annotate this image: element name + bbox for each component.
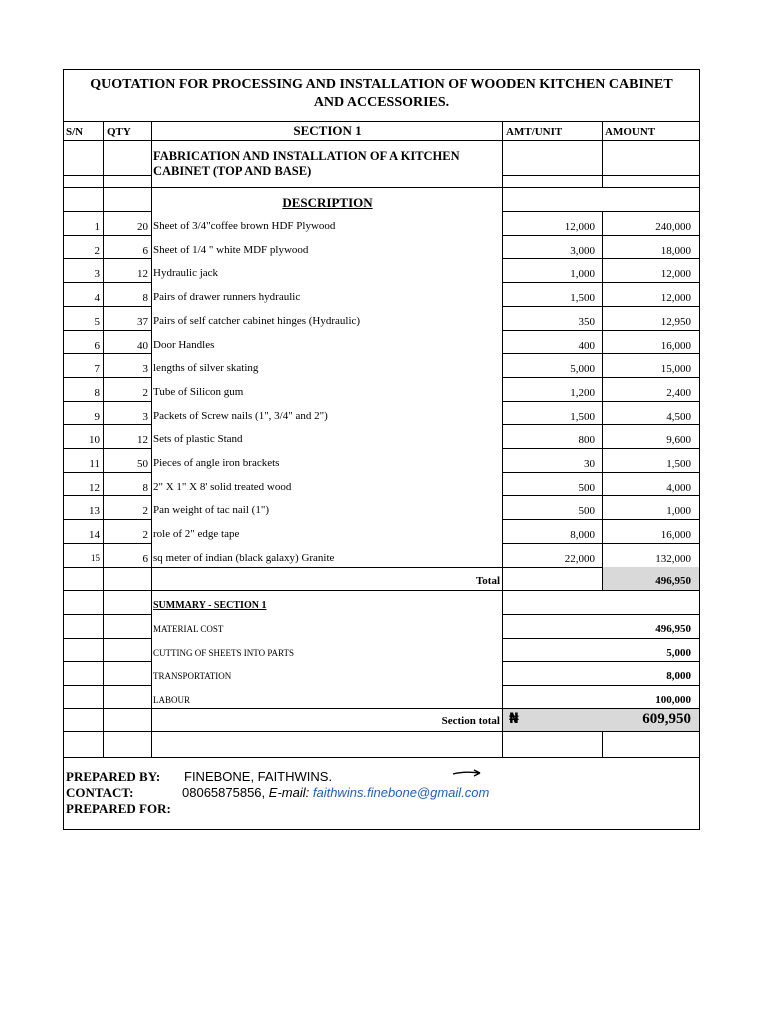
item-description: 2" X 1" X 8' solid treated wood: [153, 481, 292, 493]
item-row-line: [63, 543, 152, 544]
header-section: SECTION 1: [293, 123, 362, 138]
naira-symbol: ₦: [509, 711, 519, 727]
item-qty: 2: [142, 505, 148, 517]
summary-label: CUTTING OF SHEETS INTO PARTS: [153, 648, 294, 658]
item-amount: 18,000: [660, 245, 691, 257]
email-label: E-mail:: [268, 785, 310, 800]
item-unit-price: 30: [584, 458, 595, 470]
item-unit-price: 1,000: [570, 268, 595, 280]
item-unit-price: 22,000: [564, 553, 595, 565]
item-sn: 15: [91, 553, 100, 563]
summary-heading: SUMMARY - SECTION 1: [153, 600, 267, 611]
item-row-line: [63, 519, 152, 520]
item-qty: 12: [137, 268, 148, 280]
item-description: Hydraulic jack: [153, 267, 219, 279]
col-line-unit-a: [602, 121, 603, 187]
item-row-line: [63, 306, 152, 307]
item-row-line: [63, 472, 152, 473]
item-qty: 3: [142, 411, 148, 423]
item-unit-price: 500: [578, 505, 595, 517]
item-description: Pairs of drawer runners hydraulic: [153, 291, 301, 303]
subtitle-line-2: CABINET (TOP AND BASE): [153, 164, 312, 178]
contact-phone: 08065875856,: [182, 785, 266, 800]
header-bottom-line: [63, 140, 700, 141]
item-qty: 50: [137, 458, 148, 470]
col-line-unit-c: [602, 731, 603, 757]
item-description: Packets of Screw nails (1", 3/4" and 2"): [153, 410, 328, 422]
item-row-line: [63, 353, 152, 354]
col-line-unit-b: [602, 211, 603, 590]
item-qty: 2: [142, 529, 148, 541]
item-sn: 14: [89, 529, 100, 541]
item-description: Sets of plastic Stand: [153, 433, 243, 445]
item-amount: 9,600: [666, 434, 691, 446]
summary-row-line: [63, 685, 152, 686]
item-unit-price: 8,000: [570, 529, 595, 541]
item-amount: 1,500: [666, 458, 691, 470]
item-sn: 12: [89, 482, 100, 494]
header-amt-unit: AMT/UNIT: [506, 126, 563, 138]
item-sn: 11: [89, 458, 100, 470]
item-unit-price: 350: [578, 316, 595, 328]
item-description: Pieces of angle iron brackets: [153, 457, 280, 469]
summary-value: 100,000: [655, 694, 691, 706]
item-sn: 8: [94, 387, 100, 399]
item-amount: 132,000: [655, 553, 691, 565]
item-sn: 2: [94, 245, 100, 257]
title-line-2: AND ACCESSORIES.: [313, 95, 450, 110]
item-unit-price: 5,000: [570, 363, 595, 375]
border-right: [699, 69, 700, 830]
header-sn: S/N: [66, 126, 84, 138]
contact-label: CONTACT:: [66, 785, 134, 800]
summary-label: MATERIAL COST: [153, 624, 224, 634]
col-line-desc-a: [502, 121, 503, 187]
section-total-label: Section total: [441, 715, 500, 727]
item-sn: 1: [94, 221, 100, 233]
item-unit-price: 1,200: [570, 387, 595, 399]
prepared-by-value: FINEBONE, FAITHWINS.: [184, 769, 333, 784]
total-label: Total: [475, 575, 500, 587]
item-description: role of 2" edge tape: [153, 528, 240, 540]
subtitle-left-line: [63, 175, 152, 176]
item-row-line: [63, 258, 152, 259]
contact-line: [182, 786, 489, 799]
prepared-by-label: PREPARED BY:: [66, 769, 161, 784]
total-value: 496,950: [655, 575, 691, 587]
item-amount: 15,000: [660, 363, 691, 375]
header-top-line: [63, 121, 700, 122]
header-amount: AMOUNT: [605, 126, 656, 138]
item-description: Door Handles: [153, 339, 215, 351]
item-unit-price: 12,000: [564, 221, 595, 233]
col-line-qty: [151, 121, 152, 757]
item-qty: 3: [142, 363, 148, 375]
summary-right-line: [503, 614, 700, 615]
section-total-value: 609,950: [642, 711, 691, 727]
item-description: Tube of Silicon gum: [153, 386, 244, 398]
item-row-line: [63, 235, 152, 236]
col-line-desc-b: [502, 187, 503, 757]
summary-value: 8,000: [666, 670, 691, 682]
item-amount: 240,000: [655, 221, 691, 233]
border-bottom: [63, 829, 700, 830]
item-amount: 2,400: [666, 387, 691, 399]
border-left: [63, 69, 64, 830]
item-description: Pairs of self catcher cabinet hinges (Hydraulic): [153, 315, 361, 327]
email-link[interactable]: faithwins.finebone@gmail.com: [312, 785, 490, 800]
item-description: Pan weight of tac nail (1"): [153, 504, 269, 516]
item-row-line: [63, 495, 152, 496]
item-sn: 10: [89, 434, 100, 446]
item-unit-price: 400: [578, 340, 595, 352]
item-sn: 3: [94, 268, 100, 280]
item-amount: 4,500: [666, 411, 691, 423]
item-amount: 12,000: [660, 292, 691, 304]
item-amount: 16,000: [660, 529, 691, 541]
item-sn: 6: [94, 340, 100, 352]
item-row-line: [63, 448, 152, 449]
prepared-for-label: PREPARED FOR:: [66, 801, 171, 816]
item-qty: 40: [137, 340, 148, 352]
item-sn: 13: [89, 505, 100, 517]
item-amount: 12,000: [660, 268, 691, 280]
item-qty: 2: [142, 387, 148, 399]
item-unit-price: 1,500: [570, 411, 595, 423]
item-description: lengths of silver skating: [153, 362, 259, 374]
blank-row-bottom-line: [63, 757, 700, 758]
item-sn: 4: [94, 292, 100, 304]
summary-label: LABOUR: [153, 695, 191, 705]
item-row-line: [63, 401, 152, 402]
subtitle-line-1: FABRICATION AND INSTALLATION OF A KITCHEN: [153, 149, 460, 163]
item-description: Sheet of 1/4 " white MDF plywood: [153, 244, 309, 256]
desc-left-line: [63, 211, 152, 212]
border-top: [63, 69, 700, 70]
item-description: Sheet of 3/4"coffee brown HDF Plywood: [153, 220, 336, 232]
item-qty: 6: [142, 553, 148, 565]
title-line-1: QUOTATION FOR PROCESSING AND INSTALLATION OF WOODEN KITCHEN CABINET: [90, 77, 673, 92]
item-unit-price: 1,500: [570, 292, 595, 304]
item-unit-price: 800: [578, 434, 595, 446]
summary-left-line: [63, 614, 152, 615]
arrow-icon: [452, 766, 482, 783]
item-amount: 16,000: [660, 340, 691, 352]
total-bottom-line: [63, 590, 700, 591]
item-qty: 37: [137, 316, 148, 328]
item-amount: 1,000: [666, 505, 691, 517]
item-row-line: [63, 330, 152, 331]
header-qty: QTY: [107, 126, 131, 138]
item-unit-price: 500: [578, 482, 595, 494]
summary-value: 5,000: [666, 647, 691, 659]
summary-row-line: [63, 638, 152, 639]
summary-row-line: [503, 661, 700, 662]
summary-row-line: [503, 638, 700, 639]
item-sn: 9: [94, 411, 100, 423]
item-row-line: [63, 424, 152, 425]
item-sn: 5: [94, 316, 100, 328]
item-qty: 6: [142, 245, 148, 257]
subtitle-bottom-line: [63, 187, 700, 188]
summary-label: TRANSPORTATION: [153, 671, 232, 681]
description-heading: DESCRIPTION: [282, 195, 373, 210]
item-amount: 12,950: [660, 316, 691, 328]
item-qty: 12: [137, 434, 148, 446]
section-total-bottom-line: [63, 731, 700, 732]
item-sn: 7: [94, 363, 100, 375]
item-row-line: [63, 282, 152, 283]
item-unit-price: 3,000: [570, 245, 595, 257]
item-amount: 4,000: [666, 482, 691, 494]
item-qty: 8: [142, 292, 148, 304]
item-qty: 8: [142, 482, 148, 494]
col-line-sn: [103, 121, 104, 757]
summary-value: 496,950: [655, 623, 691, 635]
summary-row-line: [63, 661, 152, 662]
item-description: sq meter of indian (black galaxy) Granite: [153, 552, 335, 564]
summary-row-line: [503, 685, 700, 686]
item-row-line: [63, 377, 152, 378]
item-qty: 20: [137, 221, 148, 233]
